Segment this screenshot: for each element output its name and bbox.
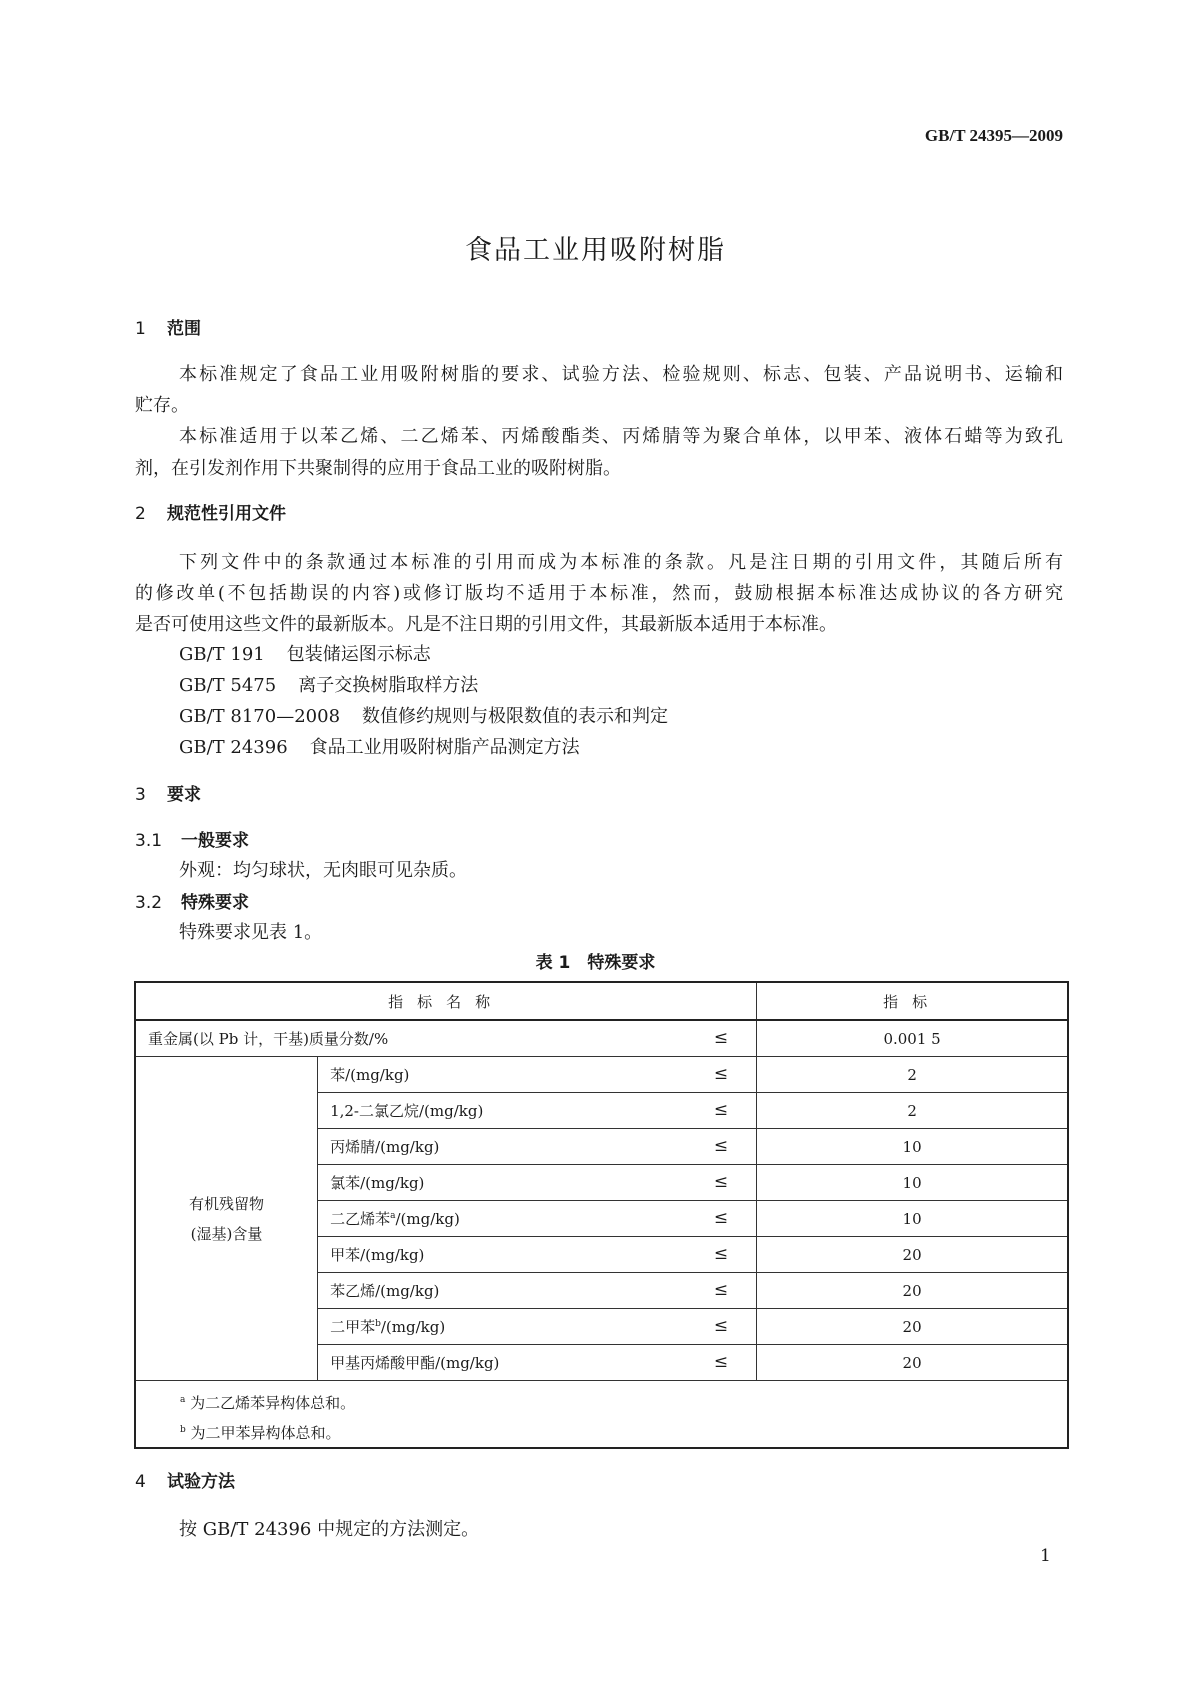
- row-value: 10: [757, 1201, 1068, 1237]
- header-indicator: 指标: [757, 982, 1068, 1020]
- page-number: 1: [1040, 1546, 1051, 1566]
- paragraph-line: 下列文件中的条款通过本标准的引用而成为本标准的条款。凡是注日期的引用文件，其随后所有: [179, 552, 1063, 573]
- section-4-heading: 4 试验方法: [135, 1472, 235, 1492]
- row-value: 20: [757, 1309, 1068, 1345]
- reference-item: GB/T 24396 食品工业用吸附树脂产品测定方法: [179, 737, 580, 758]
- le-symbol: ≤: [713, 1064, 729, 1084]
- group-label: 有机残留物 (湿基)含量: [135, 1057, 318, 1381]
- le-symbol: ≤: [713, 1028, 729, 1048]
- le-symbol: ≤: [713, 1244, 729, 1264]
- row-name: 氯苯/(mg/kg): [330, 1174, 425, 1192]
- row-name: 二甲苯$^b$/(mg/kg): [330, 1318, 446, 1336]
- table-row: [135, 1057, 1068, 1093]
- footnote-row: $^b$ 为二甲苯异构体总和。: [135, 1417, 1068, 1448]
- paragraph-line: 是否可使用这些文件的最新版本。凡是不注日期的引用文件，其最新版本适用于本标准。: [135, 614, 837, 635]
- row-value: 10: [757, 1165, 1068, 1201]
- section-3-heading: 3 要求: [135, 785, 201, 805]
- row-name: 甲基丙烯酸甲酯/(mg/kg): [330, 1354, 500, 1372]
- footnote-row: $^a$ 为二乙烯苯异构体总和。: [135, 1381, 1068, 1418]
- section-3-2-heading: 3.2 特殊要求: [135, 893, 249, 913]
- le-symbol: ≤: [713, 1100, 729, 1120]
- paragraph-line: 贮存。: [135, 395, 189, 416]
- footnote-text: 为二甲苯异构体总和。: [190, 1423, 341, 1442]
- reference-item: GB/T 5475 离子交换树脂取样方法: [179, 675, 479, 696]
- row-name: 重金属(以 Pb 计，干基)质量分数/%: [148, 1030, 389, 1048]
- section-2-heading: 2 规范性引用文件: [135, 504, 286, 524]
- row-name: 二乙烯苯$^a$/(mg/kg): [330, 1210, 460, 1228]
- paragraph-line: 按 GB/T 24396 中规定的方法测定。: [179, 1519, 480, 1540]
- row-value: 20: [757, 1273, 1068, 1309]
- row-value: 0.001 5: [757, 1020, 1068, 1057]
- document-title: 食品工业用吸附树脂: [465, 235, 726, 266]
- table-row: [135, 1020, 1068, 1057]
- footnote-text: 为二乙烯苯异构体总和。: [190, 1393, 356, 1412]
- standard-number: GB/T 24395—2009: [924, 126, 1063, 145]
- reference-item: GB/T 191 包装储运图示标志: [179, 644, 431, 665]
- row-value: 2: [757, 1093, 1068, 1129]
- paragraph-line: 特殊要求见表 1。: [179, 922, 323, 943]
- paragraph-line: 外观：均匀球状，无肉眼可见杂质。: [179, 860, 467, 881]
- row-value: 20: [757, 1345, 1068, 1381]
- requirements-table: [134, 981, 1069, 1449]
- reference-item: GB/T 8170—2008 数值修约规则与极限数值的表示和判定: [179, 706, 669, 727]
- row-value: 2: [757, 1057, 1068, 1093]
- paragraph-line: 的修改单(不包括勘误的内容)或修订版均不适用于本标准，然而，鼓励根据本标准达成协议的各方研究: [135, 583, 1063, 604]
- section-3-1-heading: 3.1 一般要求: [135, 831, 249, 851]
- paragraph-line: 本标准规定了食品工业用吸附树脂的要求、试验方法、检验规则、标志、包装、产品说明书、运输和: [179, 364, 1063, 385]
- paragraph-line: 本标准适用于以苯乙烯、二乙烯苯、丙烯酸酯类、丙烯腈等为聚合单体，以甲苯、液体石蜡等为致孔: [179, 426, 1063, 447]
- le-symbol: ≤: [713, 1280, 729, 1300]
- le-symbol: ≤: [713, 1208, 729, 1228]
- row-value: 10: [757, 1129, 1068, 1165]
- row-name: 苯/(mg/kg): [330, 1066, 410, 1084]
- row-name: 甲苯/(mg/kg): [330, 1246, 425, 1264]
- le-symbol: ≤: [713, 1172, 729, 1192]
- paragraph-line: 剂，在引发剂作用下共聚制得的应用于食品工业的吸附树脂。: [135, 458, 621, 479]
- row-name: 丙烯腈/(mg/kg): [330, 1138, 440, 1156]
- le-symbol: ≤: [713, 1352, 729, 1372]
- table-header-row: [135, 982, 1068, 1020]
- section-1-heading: 1 范围: [135, 319, 201, 339]
- row-value: 20: [757, 1237, 1068, 1273]
- le-symbol: ≤: [713, 1316, 729, 1336]
- table-caption: 表 1 特殊要求: [535, 953, 656, 973]
- header-indicator-name: 指标名称: [135, 982, 757, 1020]
- le-symbol: ≤: [713, 1136, 729, 1156]
- row-name: 苯乙烯/(mg/kg): [330, 1282, 440, 1300]
- row-name: 1,2-二氯乙烷/(mg/kg): [330, 1102, 484, 1120]
